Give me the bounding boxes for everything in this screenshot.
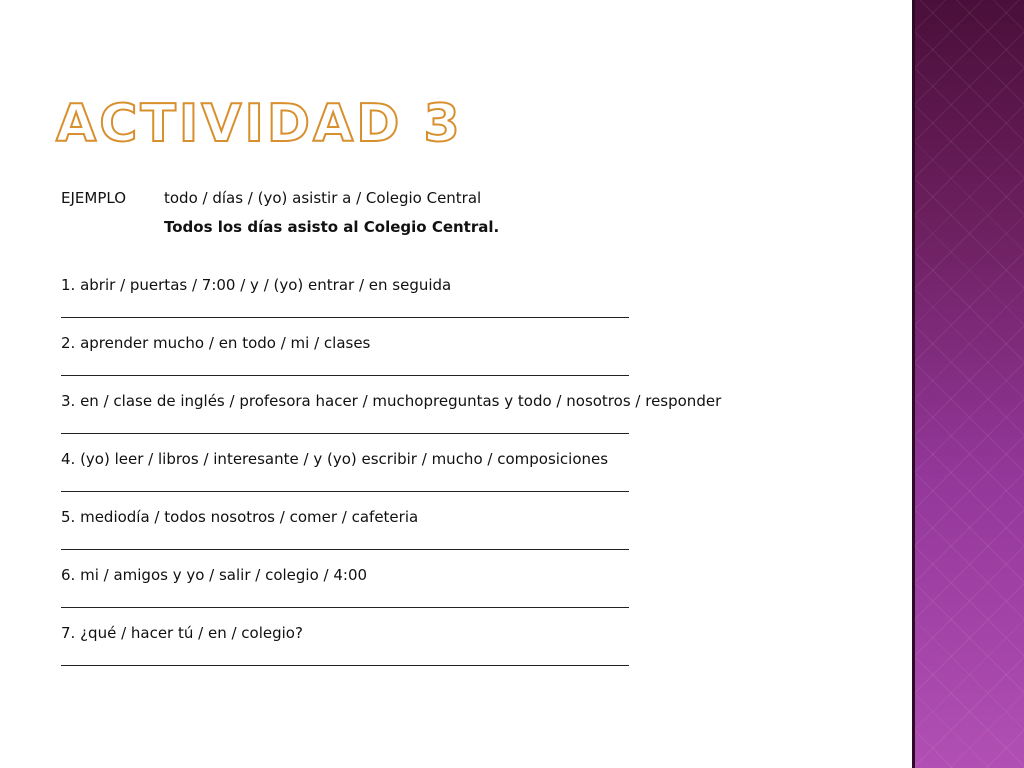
spacer: [61, 242, 881, 271]
exercise-item-5: 5. mediodía / todos nosotros / comer / cafeteria: [61, 508, 419, 526]
exercise-item-7: 7. ¿qué / hacer tú / en / colegio?: [61, 624, 303, 642]
exercise-item-2: 2. aprender mucho / en todo / mi / clases: [61, 334, 371, 352]
answer-blank-3: [61, 416, 881, 445]
decorative-side-band: [912, 0, 1024, 768]
exercise-item-3: 3. en / clase de inglés / profesora hacer / muchopreguntas y todo / nosotros / responder: [61, 392, 722, 410]
slide-title: ACTIVIDAD 3: [56, 94, 463, 154]
example-row: [61, 184, 881, 213]
example-label: EJEMPLO: [61, 189, 126, 207]
example-prompt: todo / días / (yo) asistir a / Colegio Central: [164, 189, 482, 207]
example-answer: Todos los días asisto al Colegio Central.: [164, 218, 500, 236]
answer-blank-4: [61, 474, 881, 503]
exercise-item-1: 1. abrir / puertas / 7:00 / y / (yo) entrar / en seguida: [61, 276, 452, 294]
answer-blank-2: [61, 358, 881, 387]
answer-blank-6: [61, 590, 881, 619]
answer-blank-1: [61, 300, 881, 329]
answer-blank-5: [61, 532, 881, 561]
exercise-content: [61, 184, 881, 677]
answer-blank-7: [61, 648, 881, 677]
exercise-item-6: 6. mi / amigos y yo / salir / colegio / 4:00: [61, 566, 368, 584]
exercise-item-4: 4. (yo) leer / libros / interesante / y (yo) escribir / mucho / composiciones: [61, 450, 609, 468]
